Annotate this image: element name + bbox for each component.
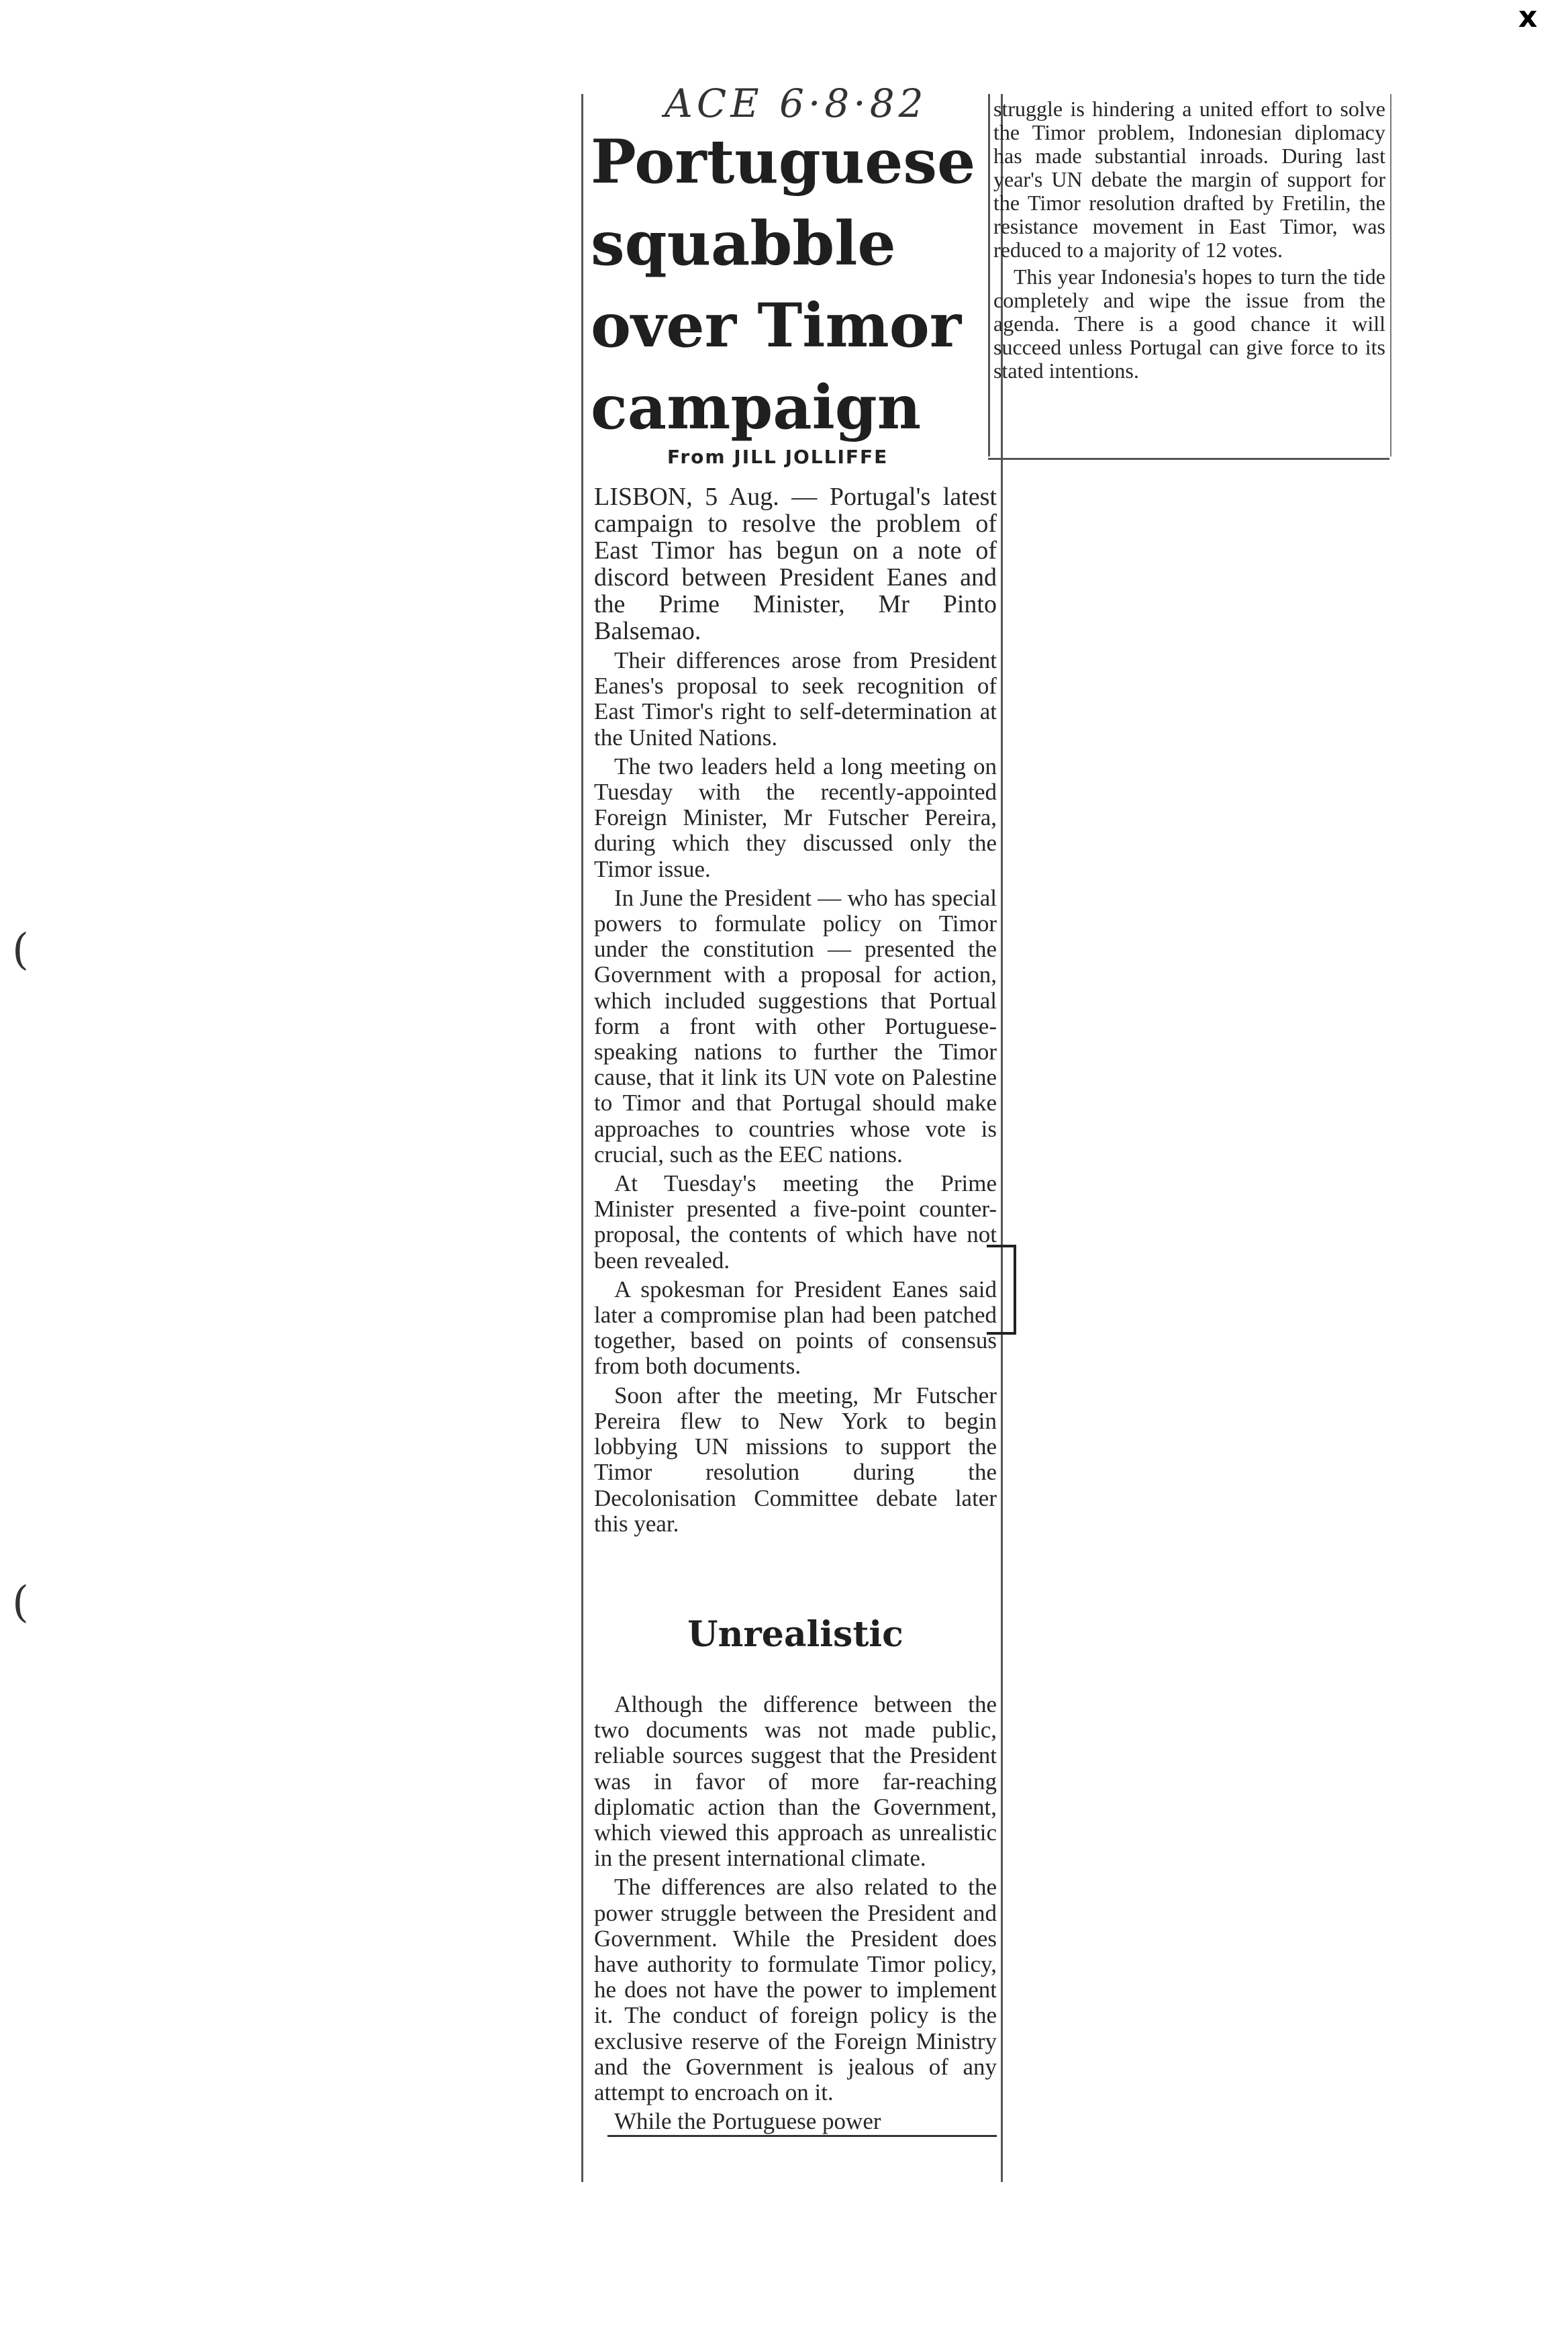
headline-line: campaign xyxy=(591,372,922,443)
paragraph: Although the difference between the two documents was not made public, reliable sources suggest that the President was in favor of more far-reaching diplomatic action than the Government, which viewed this approach as unrealistic in the present international climate. xyxy=(594,1691,997,1872)
margin-bracket-mark: ( xyxy=(12,925,29,975)
handwritten-date-note: ACE 6·8·82 xyxy=(665,81,928,126)
headline-line: squabble xyxy=(591,208,896,279)
corner-tick-mark: x xyxy=(1518,0,1538,34)
article-body-part1 xyxy=(594,483,997,1540)
article-body-part3 xyxy=(993,97,1385,386)
paragraph: The two leaders held a long meeting on Tuesday with the recently-appointed Foreign Minister, Mr Futscher Pereira, during which they discussed only the Timor issue. xyxy=(594,753,997,882)
margin-bracket-mark: ( xyxy=(12,1578,29,1627)
headline-line: over Timor xyxy=(591,290,962,361)
headline-line: Portuguese xyxy=(591,126,976,197)
paragraph: The differences are also related to the power struggle between the President and Government. While the President does have authority to formulate Timor policy, he does not have the power to implement it. The conduct of foreign policy is the exclusive reserve of the Foreign Ministry and the Government is jealous of any attempt to encroach on it. xyxy=(594,1874,997,2106)
paragraph: A spokesman for President Eanes said later a compromise plan had been patched together, based on points of consensus from both documents. xyxy=(594,1276,997,1380)
byline: From JILL JOLLIFFE xyxy=(667,446,889,468)
paragraph: struggle is hindering a united effort to solve the Timor problem, Indonesian diplomacy has made substantial inroads. During last year's UN debate the margin of support for the Timor resolution drafted by Fretilin, the resistance movement in East Timor, was reduced to a majority of 12 votes. xyxy=(993,97,1385,262)
paragraph: Soon after the meeting, Mr Futscher Pereira flew to New York to begin lobbying UN missions to support the Timor resolution during the Decolonisation Committee debate later this year. xyxy=(594,1382,997,1537)
subheading: Unrealistic xyxy=(687,1614,903,1655)
article-body-part2 xyxy=(594,1692,997,2138)
handwritten-underline xyxy=(607,2135,997,2137)
paragraph: LISBON, 5 Aug. — Portugal's latest campaign to resolve the problem of East Timor has begun on a note of discord between President Eanes and the Prime Minister, Mr Pinto Balsemao. xyxy=(594,483,997,645)
paragraph: Their differences arose from President Eanes's proposal to seek recognition of East Timor's right to self-determination at the United Nations. xyxy=(594,647,997,751)
margin-highlight-bracket xyxy=(987,1245,1016,1335)
paragraph: At Tuesday's meeting the Prime Minister presented a five-point counter-proposal, the contents of which have not been revealed. xyxy=(594,1170,997,1274)
paragraph: This year Indonesia's hopes to turn the tide completely and wipe the issue from the agenda. There is a good chance it will succeed unless Portugal can give force to its stated intentions. xyxy=(993,265,1385,383)
column-end-rule xyxy=(988,458,1389,460)
paragraph: While the Portuguese power xyxy=(614,2108,881,2135)
paragraph: In June the President — who has special powers to formulate policy on Timor under the constitution — presented the Government with a proposal for action, which included suggestions that Portual form a front with other Portuguese-speaking nations to further the Timor cause, that it link its UN vote on Palestine to Timor and that Portugal should make approaches to countries whose vote is crucial, such as the EEC nations. xyxy=(594,884,997,1168)
headline xyxy=(591,121,993,448)
